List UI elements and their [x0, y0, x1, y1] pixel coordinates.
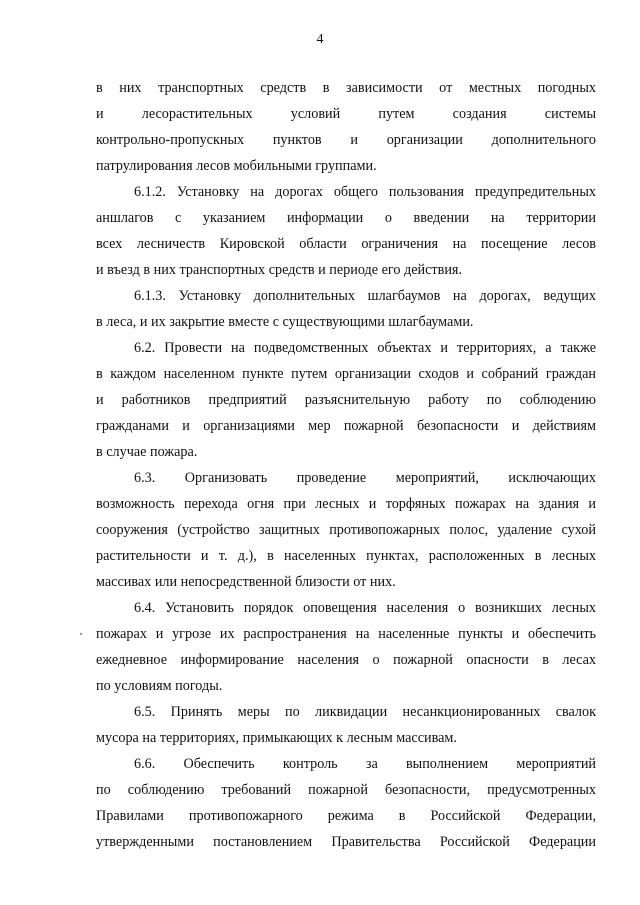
text-line: массивах или непосредственной близости от них. — [96, 574, 396, 590]
paragraph-6-1-3 — [96, 283, 596, 335]
text-line: возможность перехода огня при лесных и торфяных пожарах на здания и — [96, 496, 596, 512]
text-line: и работников предприятий разъяснительную работу по соблюдению — [96, 392, 596, 408]
text-line: по соблюдению требований пожарной безопасности, предусмотренных — [96, 782, 596, 798]
text-line: в них транспортных средств в зависимости от местных погодных — [96, 80, 596, 96]
text-line: аншлагов с указанием информации о введении на территории — [96, 210, 596, 226]
text-line: в случае пожара. — [96, 444, 198, 460]
text-line: ежедневное информирование населения о пожарной опасности в лесах — [96, 652, 596, 668]
text-line: 6.1.3. Установку дополнительных шлагбаумов на дорогах, ведущих — [134, 288, 596, 304]
paragraph-6-1-2 — [96, 179, 596, 283]
paragraph-6-2 — [96, 335, 596, 465]
paragraph-continuation — [96, 75, 596, 179]
paragraph-6-6 — [96, 751, 596, 855]
paragraph-6-3 — [96, 465, 596, 595]
text-line: и лесорастительных условий путем создания системы — [96, 106, 596, 122]
text-line: 6.4. Установить порядок оповещения населения о возникших лесных — [134, 600, 596, 616]
text-line: Правилами противопожарного режима в Российской Федерации, — [96, 808, 596, 824]
scan-speck — [80, 633, 82, 635]
text-line: растительности и т. д.), в населенных пунктах, расположенных в лесных — [96, 548, 596, 564]
text-line: и въезд в них транспортных средств и периоде его действия. — [96, 262, 462, 278]
text-line: 6.5. Принять меры по ликвидации несанкционированных свалок — [134, 704, 596, 720]
text-line: 6.6. Обеспечить контроль за выполнением мероприятий — [134, 756, 596, 772]
text-line: в каждом населенном пункте путем организации сходов и собраний граждан — [96, 366, 596, 382]
text-line: 6.3. Организовать проведение мероприятий, исключающих — [134, 470, 596, 486]
text-line: гражданами и организациями мер пожарной безопасности и действиям — [96, 418, 596, 434]
document-body — [96, 75, 596, 855]
text-line: всех лесничеств Кировской области ограничения на посещение лесов — [96, 236, 596, 252]
text-line: сооружения (устройство защитных противопожарных полос, удаление сухой — [96, 522, 596, 538]
text-line: контрольно-пропускных пунктов и организации дополнительного — [96, 132, 596, 148]
paragraph-6-5 — [96, 699, 596, 751]
paragraph-6-4 — [96, 595, 596, 699]
text-line: утвержденными постановлением Правительства Российской Федерации — [96, 834, 596, 850]
text-line: в леса, и их закрытие вместе с существующими шлагбаумами. — [96, 314, 474, 330]
text-line: по условиям погоды. — [96, 678, 223, 694]
text-line: патрулирования лесов мобильными группами. — [96, 158, 377, 174]
text-line: 6.1.2. Установку на дорогах общего пользования предупредительных — [134, 184, 596, 200]
text-line: 6.2. Провести на подведомственных объектах и территориях, а также — [134, 340, 596, 356]
text-line: мусора на территориях, примыкающих к лесным массивам. — [96, 730, 457, 746]
text-line: пожарах и угрозе их распространения на населенные пункты и обеспечить — [96, 626, 596, 642]
page-number: 4 — [316, 32, 324, 47]
